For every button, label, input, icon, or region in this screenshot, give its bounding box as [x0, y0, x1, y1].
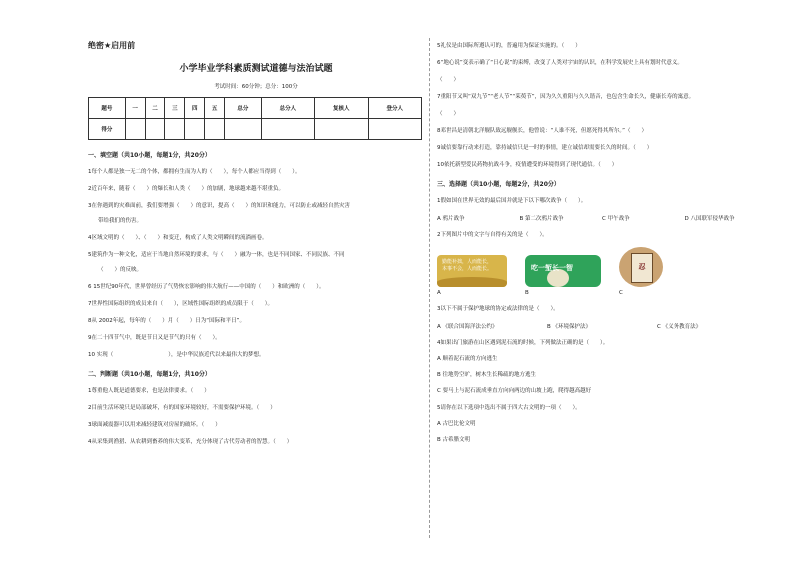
option: A 古巴比伦文明: [437, 421, 476, 427]
image-text: 吃一堑长一智: [531, 264, 573, 272]
score-cell: 三: [165, 98, 185, 119]
question-continued: 带给我们的伤害。: [98, 218, 143, 224]
question-continued: （ ）: [437, 77, 460, 83]
option: C 《义务教育法》: [657, 324, 702, 330]
score-empty-cell[interactable]: [315, 119, 368, 140]
question: 5建筑作为一种文化，适应于当地自然环境的要求，与（ ）融为一体，也是不同国家、不同民族、不同: [88, 252, 345, 258]
question: 8邓世昌是清朝北洋舰队致远舰舰长，他曾说：“人谁不死，但愿死得其所尔。”（ ）: [437, 128, 647, 134]
question: 10 实现（ ），是中华民族近代以来最伟大的梦想。: [88, 352, 265, 358]
question: 5礼仪是由国际所遵认可的，普遍用为保证实施的。（ ）: [437, 43, 581, 49]
score-cell: 五: [205, 98, 225, 119]
question: 1尊重他人既是道德要求，也是法律要求。（ ）: [88, 388, 210, 394]
score-cell: 复核人: [315, 98, 368, 119]
question: 2近百年来，随着（ ）的爆长和人类（ ）的加剧，地球越来越不堪重负。: [88, 186, 285, 192]
options-row: [437, 322, 767, 330]
proverb-image: [525, 255, 601, 287]
right-column: [437, 40, 767, 444]
score-table: [88, 97, 422, 140]
score-table-score-row: [89, 119, 422, 140]
question: 3以下不属于保护地球的协定或法律的是（ ）。: [437, 306, 559, 312]
image-text: 忍: [638, 263, 646, 271]
score-cell: 登分人: [368, 98, 422, 119]
option-label: A: [437, 290, 441, 296]
image-text: 本事不会，人而能长。: [442, 266, 493, 272]
question: 4区域文明的（ ）、（ ）和变迁，构成了人类文明瞬间的流淌画卷。: [88, 235, 268, 241]
exam-subtitle: 考试时间：60分钟；总分：100分: [214, 84, 298, 90]
calligraphy-image: [619, 247, 663, 287]
question: 6“地心说”变表示确了“日心说”的束缚，改变了人类对宇宙的认识，在科学发展史上具有划时代意义。: [437, 60, 683, 66]
question: 1每个人都是独一无二的个体，都拥有生而为人的（ ），每个人都应当得到（ ）。: [88, 169, 301, 175]
section3-heading: 三、选择题（共10小题，每题2分，共20分）: [437, 181, 560, 188]
question-continued: （ ）: [437, 111, 460, 117]
score-empty-cell[interactable]: [125, 119, 145, 140]
option: C 甲午战争: [602, 216, 630, 222]
option: B 第二次鸦片战争: [519, 216, 564, 222]
exam-title: 小学毕业学科素质测试道德与法治试题: [179, 64, 333, 74]
question: 3在你遇到的灾难面前，我们要增强（ ）的意识，提高（ ）的知识和能力，可以防止或减轻自然灾害: [88, 203, 351, 209]
question: 2下列图片中的文字与自得有关的是（ ）。: [437, 232, 548, 238]
score-cell: 题号: [89, 98, 126, 119]
score-cell: 总分: [225, 98, 262, 119]
secret-mark: 绝密★启用前: [88, 41, 136, 50]
question: 1假如国在世界无效的最后国并就是下以下哪次战争（ ）。: [437, 198, 587, 204]
question: 10依托新型爱民药物抗战斗争，疫情遭受的环境得到了现代通信。（ ）: [437, 162, 618, 168]
score-cell: 一: [125, 98, 145, 119]
score-empty-cell[interactable]: [368, 119, 422, 140]
option-label: B: [525, 290, 529, 296]
options-row: [437, 214, 767, 222]
option: B 《环境保护法》: [547, 324, 592, 330]
question: 9诚信要靠行动来打造，靠持诚信只是一时的事情，建立诚信却需要长久的时间。（ ）: [437, 145, 653, 151]
section1-heading: 一、填空题（共10小题，每题1分，共20分）: [88, 152, 211, 159]
picture-option-b: [525, 255, 601, 296]
question: 6 15世纪90年代，世界曾经历了气势恢宏影响的伟大航行——中国的（ ）和欧洲的（ ）。: [88, 284, 325, 290]
proverb-image: [437, 255, 507, 287]
option-label: C: [619, 290, 623, 296]
score-row-label: 得分: [89, 119, 126, 140]
score-table-header-row: [89, 98, 422, 119]
option: A 《联合国海洋法公约》: [437, 324, 498, 330]
question: 2目前生活环境只是局部破坏，有的国家环境较好，不需要保护环境。（ ）: [88, 405, 276, 411]
option: C 要马上与泥石流成垂直方向向两边的山坡上跑，爬得越高越好: [437, 388, 592, 394]
option: B 往地势空旷，树木生长稀疏的地方逃生: [437, 372, 537, 378]
question: 4如果出门旅游在山区遇到泥石流的时候，下列做法正确的是（ ）。: [437, 340, 609, 346]
question: 4从采集到渔猎、从农耕到畜养的伟大变革，充分体现了古代劳动者的智慧。（ ）: [88, 439, 293, 445]
option: A 鸦片战争: [437, 216, 465, 222]
left-column: [88, 40, 424, 446]
question: 7重阳节又叫“双九节”“老人节”“茱萸节”，因为久久重阳与久久谐音，也包含生命长久，健康长寿的寓意。: [437, 94, 695, 100]
question: 5请你在以下选项中选出不属于四大古文明的一项（ ）。: [437, 405, 581, 411]
option: B 古希腊文明: [437, 437, 471, 443]
score-empty-cell[interactable]: [145, 119, 165, 140]
question: 7世界性国际组织的成员来自（ ），区域性国际组织的成员限于（ ）。: [88, 301, 274, 307]
question: 3球面减震器可以用来减轻建筑对房屋的破坏。（ ）: [88, 422, 221, 428]
option: D 八国联军侵华战争: [684, 216, 735, 222]
score-cell: 总分人: [261, 98, 314, 119]
score-cell: 二: [145, 98, 165, 119]
option: A 顺着泥石流的方向逃生: [437, 356, 498, 362]
score-empty-cell[interactable]: [225, 119, 262, 140]
score-empty-cell[interactable]: [165, 119, 185, 140]
score-empty-cell[interactable]: [261, 119, 314, 140]
question: 9在二十四节气中，既是节日又是节气的只有（ ）。: [88, 335, 221, 341]
column-divider: [429, 38, 430, 538]
question: 8从 2002年起，每年的（ ）月（ ）日为“国际和平日”。: [88, 318, 245, 324]
score-cell: 四: [185, 98, 205, 119]
picture-option-c: [619, 247, 663, 296]
section2-heading: 二、判断题（共10小题，每题1分，共10分）: [88, 371, 211, 378]
score-empty-cell[interactable]: [185, 119, 205, 140]
picture-option-a: [437, 255, 507, 296]
question-continued: （ ）的反映。: [98, 267, 143, 273]
image-text: 勤能补拙，人而能长，: [442, 259, 493, 265]
picture-options: [437, 247, 767, 296]
score-empty-cell[interactable]: [205, 119, 225, 140]
